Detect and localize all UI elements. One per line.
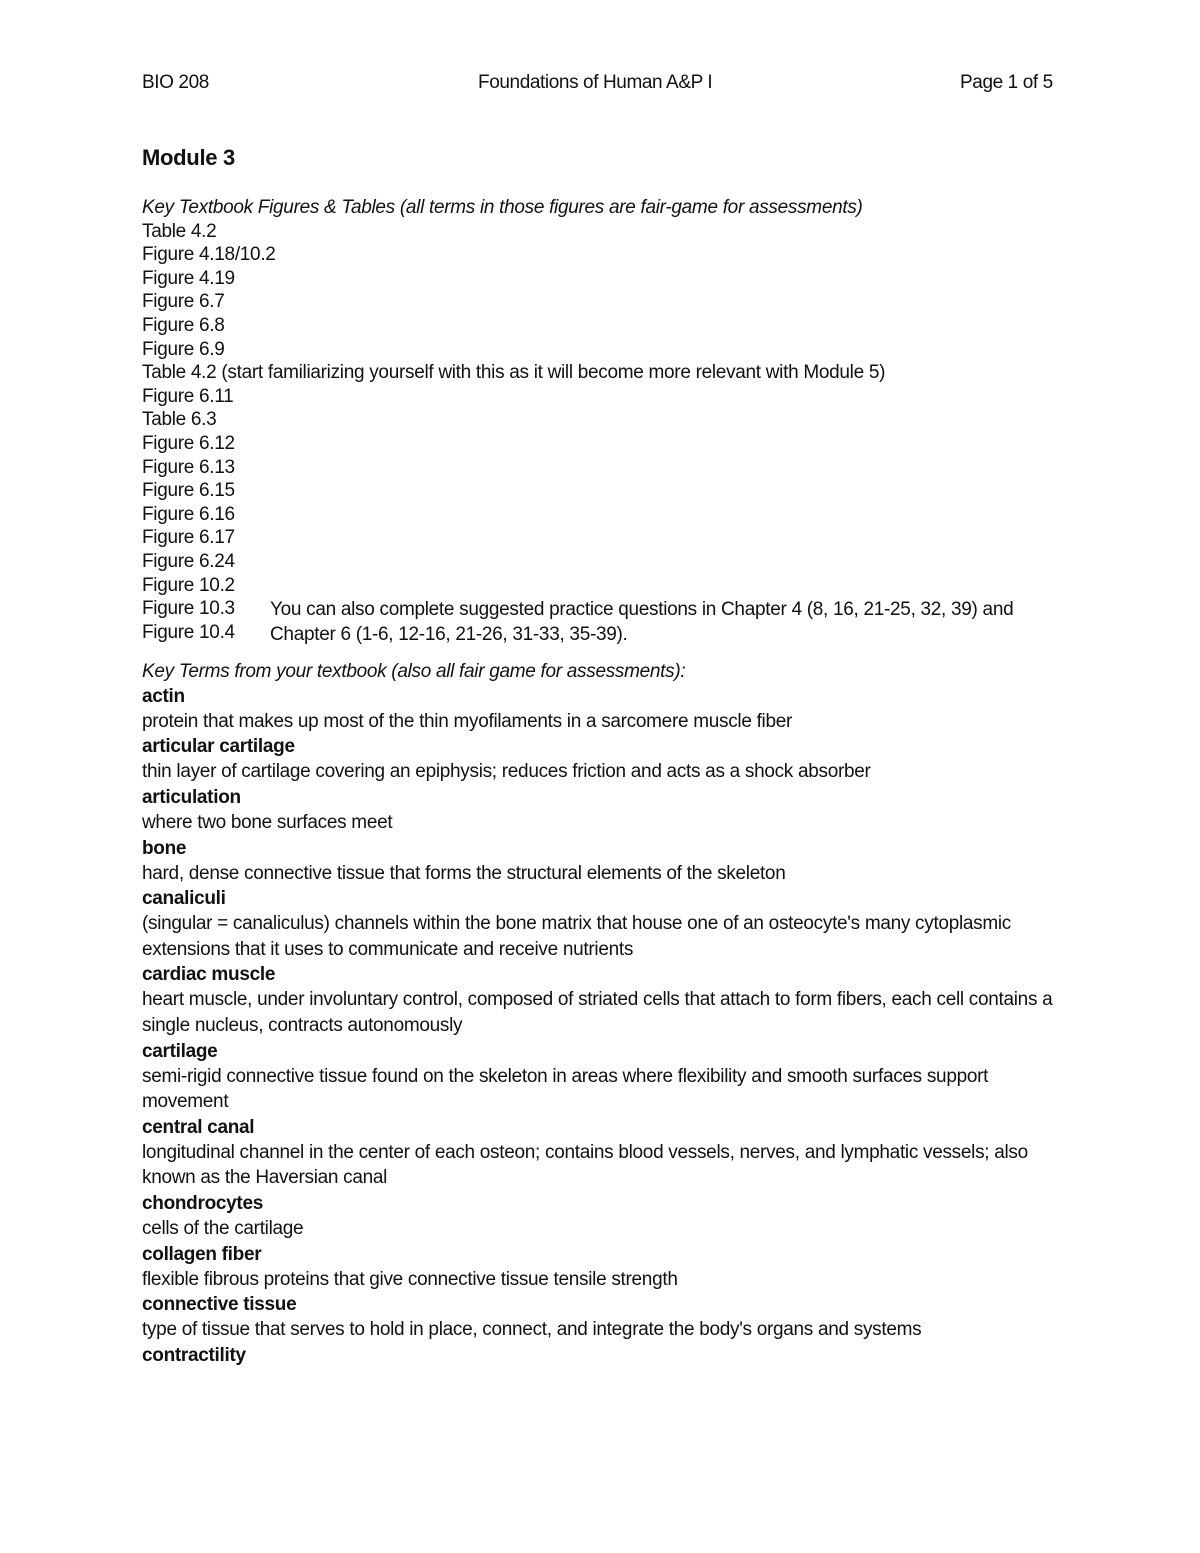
figure-reference: Figure 4.18/10.2 xyxy=(142,244,276,266)
document-content xyxy=(142,144,1072,1368)
glossary-term: collagen fiber xyxy=(142,1243,262,1265)
figure-reference: Figure 6.15 xyxy=(142,480,235,502)
glossary-definition: flexible fibrous proteins that give connective tissue tensile strength xyxy=(142,1268,678,1290)
figure-reference: Table 4.2 xyxy=(142,220,217,242)
glossary-definition: type of tissue that serves to hold in place, connect, and integrate the body's organs and systems xyxy=(142,1319,922,1341)
figure-reference: Figure 6.12 xyxy=(142,432,235,454)
figure-reference: Figure 6.7 xyxy=(142,291,225,313)
practice-note: You can also complete suggested practice questions in Chapter 4 (8, 16, 21-25, 32, 39) and Chapter 6 (1-6, 12-16, 21-26, 31-33, 35-39). xyxy=(270,599,1014,646)
figure-reference: Figure 6.16 xyxy=(142,503,235,525)
glossary-definition: semi-rigid connective tissue found on the skeleton in areas where flexibility and smooth surfaces support movement xyxy=(142,1065,989,1113)
figures-bottom-block xyxy=(142,597,1072,644)
glossary-term: central canal xyxy=(142,1116,255,1138)
figure-reference: Table 6.3 xyxy=(142,409,217,431)
glossary-term: connective tissue xyxy=(142,1294,297,1316)
header-course: BIO 208 xyxy=(142,72,209,93)
glossary-definition: cells of the cartilage xyxy=(142,1218,304,1239)
figure-reference: Figure 10.3 xyxy=(142,598,235,620)
figure-reference: Figure 4.19 xyxy=(142,267,235,289)
glossary-definition: longitudinal channel in the center of each osteon; contains blood vessels, nerves, and lymphatic vessels; also known as the Haversian canal xyxy=(142,1141,1028,1189)
figures-list xyxy=(142,220,1072,598)
figure-reference: Figure 6.24 xyxy=(142,550,235,572)
figure-reference: Figure 6.11 xyxy=(142,385,234,407)
glossary-term: cartilage xyxy=(142,1040,218,1062)
terms-heading: Key Terms from your textbook (also all fair game for assessments): xyxy=(142,661,686,683)
glossary-term: articular cartilage xyxy=(142,736,295,758)
figure-reference: Table 4.2 (start familiarizing yourself with this as it will become more relevant with Module 5) xyxy=(142,362,886,384)
glossary-definition: protein that makes up most of the thin myofilaments in a sarcomere muscle fiber xyxy=(142,710,793,732)
module-title: Module 3 xyxy=(142,145,235,170)
glossary-term: actin xyxy=(142,685,185,707)
glossary-term: chondrocytes xyxy=(142,1193,263,1214)
figure-reference: Figure 10.2 xyxy=(142,574,235,596)
figure-reference: Figure 6.8 xyxy=(142,314,225,336)
glossary-definition: (singular = canaliculus) channels within the bone matrix that house one of an osteocyte's many cytoplasmic extensions that it uses to communicate and receive nutrients xyxy=(142,913,1012,960)
glossary-term: canaliculi xyxy=(142,888,226,910)
glossary-term: contractility xyxy=(142,1344,246,1366)
figure-reference: Figure 10.4 xyxy=(142,621,235,643)
figures-heading: Key Textbook Figures & Tables (all terms in those figures are fair-game for assessments) xyxy=(142,197,863,218)
figure-reference: Figure 6.13 xyxy=(142,456,235,478)
figure-reference: Figure 6.9 xyxy=(142,338,225,360)
header-course-title: Foundations of Human A&P I xyxy=(478,72,713,93)
glossary-term: bone xyxy=(142,837,187,859)
glossary-definition: thin layer of cartilage covering an epiphysis; reduces friction and acts as a shock absorber xyxy=(142,761,871,783)
glossary-term: cardiac muscle xyxy=(142,964,276,986)
header-page-label: Page 1 of 5 xyxy=(960,72,1053,93)
terms-list xyxy=(142,684,1072,1368)
glossary-term: articulation xyxy=(142,787,241,809)
glossary-definition: where two bone surfaces meet xyxy=(142,812,393,834)
figure-reference: Figure 6.17 xyxy=(142,527,235,549)
glossary-definition: hard, dense connective tissue that forms the structural elements of the skeleton xyxy=(142,862,786,884)
glossary-definition: heart muscle, under involuntary control, composed of striated cells that attach to form fibers, each cell contains a single nucleus, contracts autonomously xyxy=(142,989,1053,1037)
